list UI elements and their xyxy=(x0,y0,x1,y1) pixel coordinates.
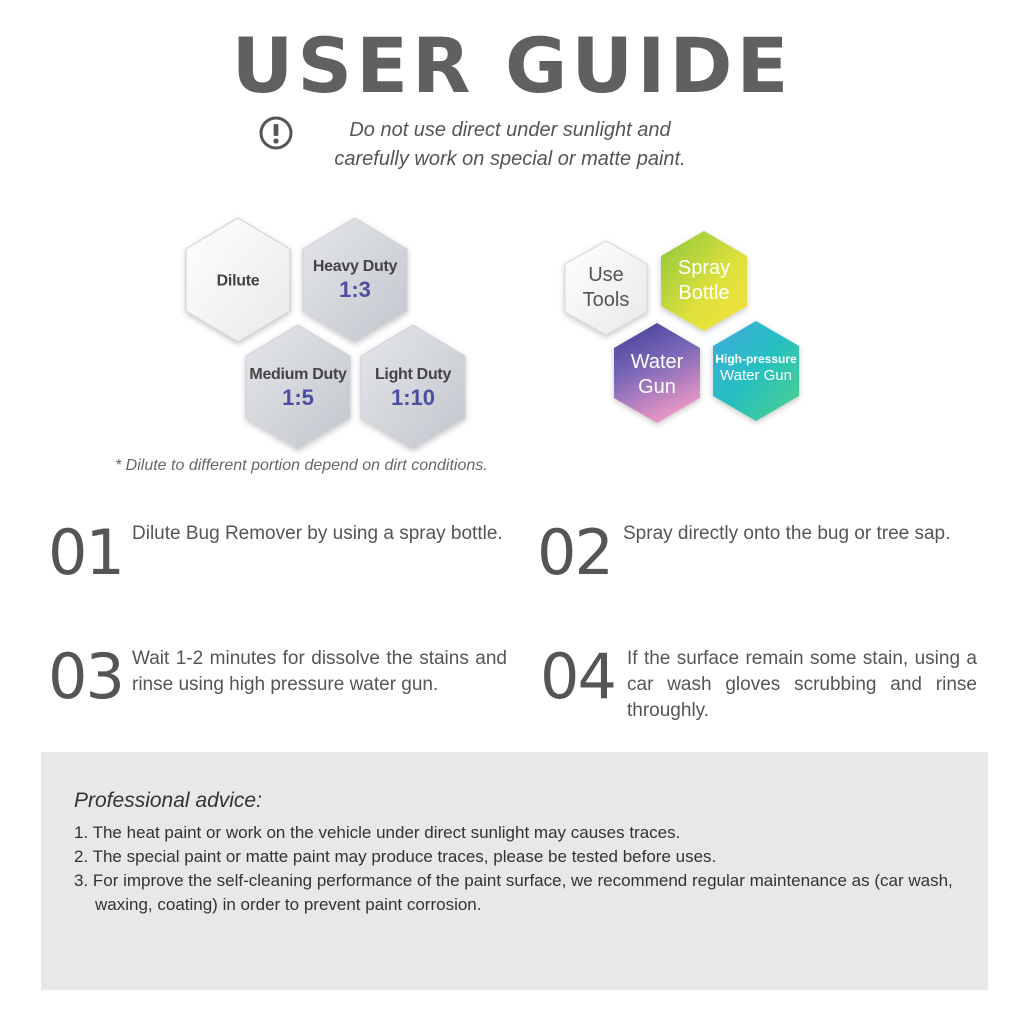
light-duty-label xyxy=(375,367,451,409)
spray-bottle-label: Spray Bottle xyxy=(677,257,731,304)
heavy-duty-ratio: 1:3 xyxy=(339,276,371,302)
dilute-label: Dilute xyxy=(216,272,260,290)
medium-duty-ratio: 1:5 xyxy=(282,384,314,410)
advice-title: Professional advice: xyxy=(74,789,262,812)
warning-line-1: Do not use direct under sunlight and xyxy=(349,119,671,141)
light-duty-ratio: 1:10 xyxy=(390,384,436,410)
list-item: 2. The special paint or matte paint may produce traces, please be tested before uses. xyxy=(74,847,717,866)
dilution-note: * Dilute to different portion depend on dirt conditions. xyxy=(115,457,488,474)
high-pressure-label: High-pressure Water Gun xyxy=(715,352,797,385)
medium-duty-name: Medium Duty xyxy=(249,366,347,384)
list-item: 3. For improve the self-cleaning performance of the paint surface, we recommend regular maintenance as (car wash, waxing, coating) in order to prevent paint corrosion. xyxy=(74,871,953,914)
light-duty-name: Light Duty xyxy=(374,366,452,384)
water-gun-label: Water Gun xyxy=(630,351,684,398)
step-text: Dilute Bug Remover by using a spray bottle. xyxy=(132,523,503,544)
step-text: Wait 1-2 minutes for dissolve the stains and rinse using high pressure water gun. xyxy=(132,648,507,695)
step-number: 02 xyxy=(537,516,612,589)
page-title: USER GUIDE xyxy=(231,21,793,110)
warning-line-2: carefully work on special or matte paint. xyxy=(334,148,686,170)
list-item: 1. The heat paint or work on the vehicle under direct sunlight may causes traces. xyxy=(74,823,681,842)
advice-list xyxy=(74,821,954,917)
step-text: Spray directly onto the bug or tree sap. xyxy=(623,523,951,544)
step-number: 04 xyxy=(540,640,615,713)
heavy-duty-label xyxy=(313,259,397,301)
medium-duty-label xyxy=(249,367,346,409)
use-tools-label: Use Tools xyxy=(582,264,630,311)
heavy-duty-name: Heavy Duty xyxy=(312,258,398,276)
step-text: If the surface remain some stain, using a car wash gloves scrubbing and rinse throughly. xyxy=(627,648,977,721)
step-number: 03 xyxy=(48,640,123,713)
step-number: 01 xyxy=(48,516,123,589)
